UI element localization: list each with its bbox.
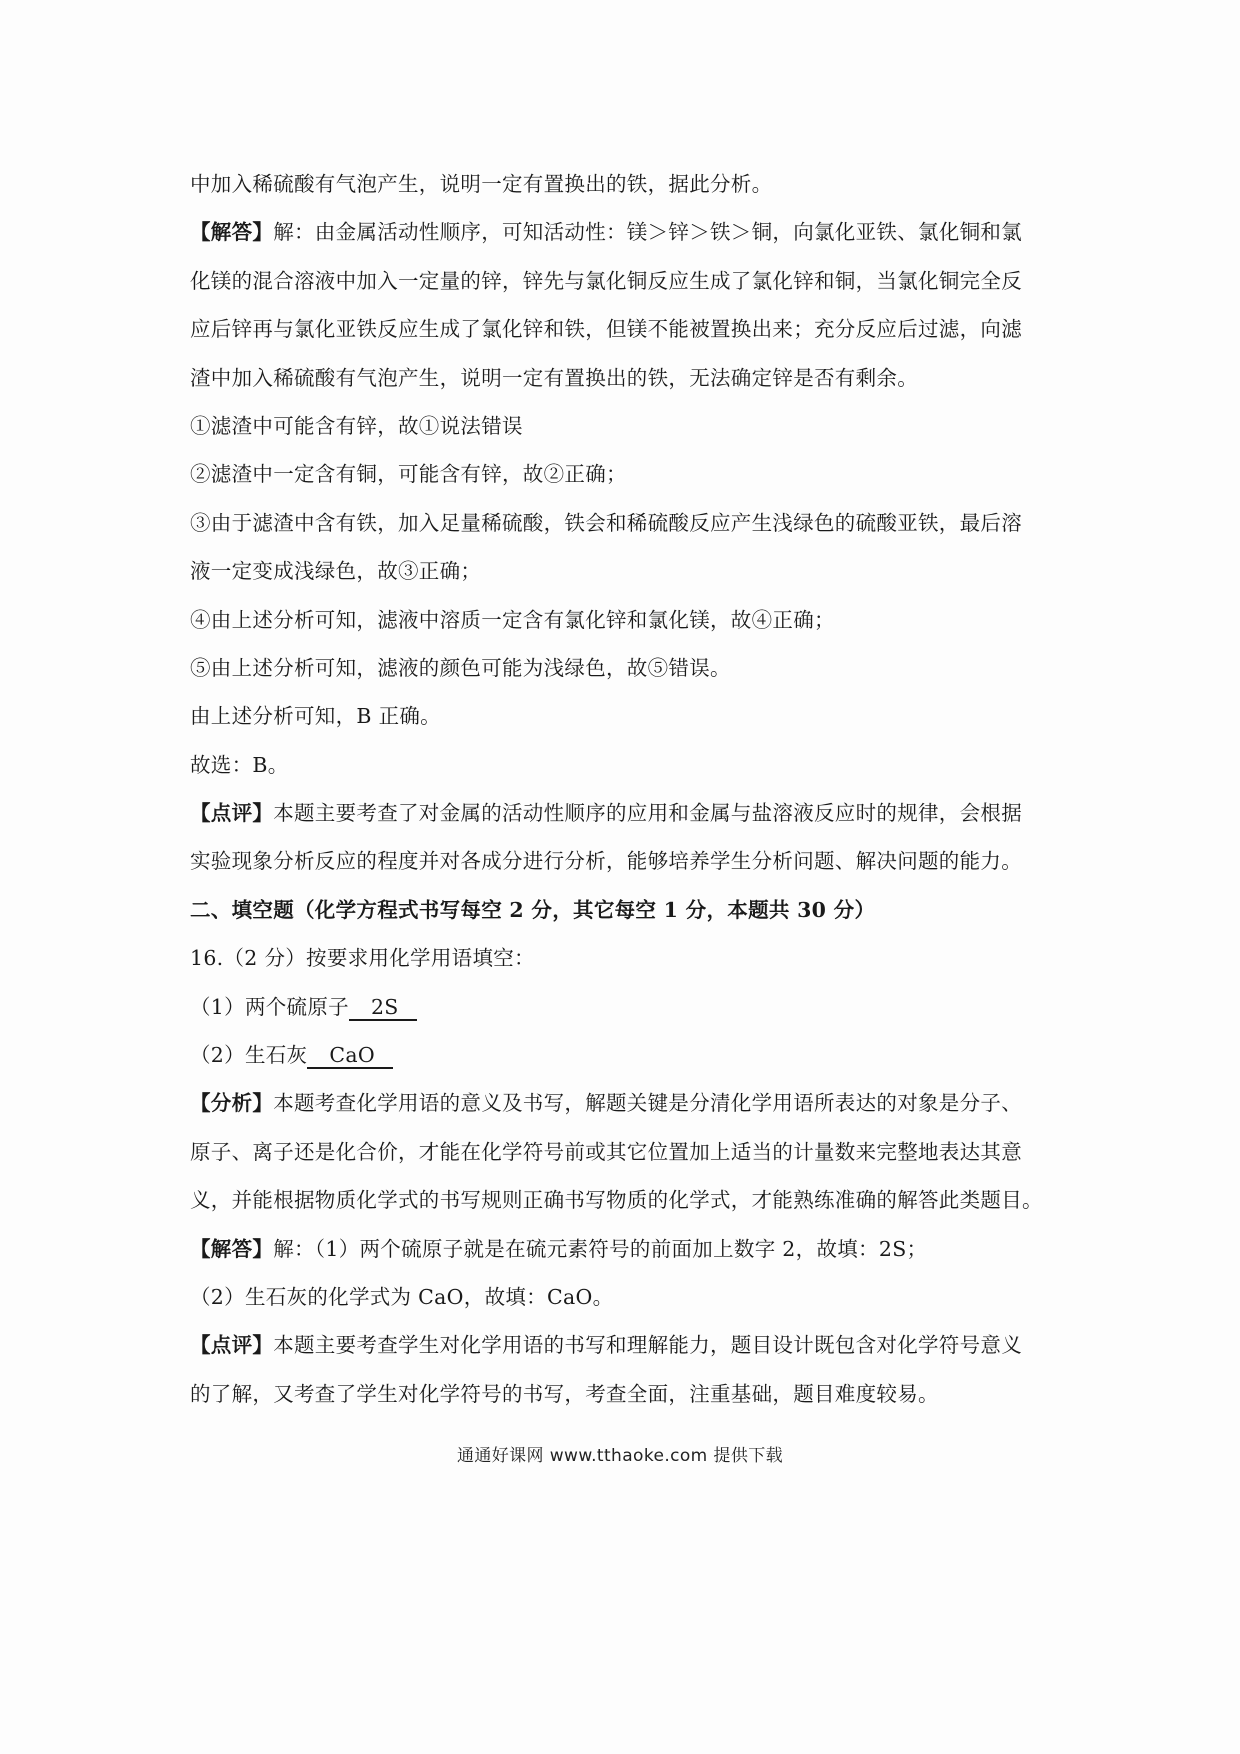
text-line: 原子、离子还是化合价，才能在化学符号前或其它位置加上适当的计量数来完整地表达其意 <box>190 1139 1022 1164</box>
question-item <box>190 983 1070 1031</box>
text-line: ①滤渣中可能含有锌，故①说法错误 <box>190 413 523 438</box>
text-line: 化镁的混合溶液中加入一定量的锌，锌先与氯化铜反应生成了氯化锌和铜，当氯化铜完全反 <box>190 268 1022 293</box>
page-body <box>190 160 1070 1418</box>
comment-text: 本题主要考查学生对化学用语的书写和理解能力，题目设计既包含对化学符号意义 <box>273 1333 1023 1358</box>
text-line <box>190 1321 1070 1369</box>
analysis-tag: 【分析】 <box>190 1091 274 1116</box>
answer-blank: CaO <box>307 1043 393 1069</box>
text-line: ②滤渣中一定含有铜，可能含有锌，故②正确； <box>190 462 627 487</box>
answer-text: 解：由金属活动性顺序，可知活动性：镁＞锌＞铁＞铜，向氯化亚铁、氯化铜和氯 <box>273 220 1023 245</box>
comment-tag: 【点评】 <box>190 1333 274 1358</box>
analysis-text: 本题考查化学用语的意义及书写，解题关键是分清化学用语所表达的对象是分子、 <box>273 1091 1023 1116</box>
text-line: 由上述分析可知，B 正确。 <box>190 704 441 729</box>
answer-tag: 【解答】 <box>190 1236 274 1261</box>
text-line: 的了解，又考查了学生对化学符号的书写，考查全面，注重基础，题目难度较易。 <box>190 1381 939 1406</box>
text-line <box>190 208 1070 256</box>
item-prompt: （2）生石灰 <box>190 1043 308 1068</box>
comment-tag: 【点评】 <box>190 801 274 826</box>
answer-tag: 【解答】 <box>190 220 274 245</box>
item-prompt: （1）两个硫原子 <box>190 994 349 1019</box>
answer-blank: 2S <box>349 995 417 1021</box>
page-footer: 通通好课网 www.tthaoke.com 提供下载 <box>456 1446 784 1466</box>
text-line: ④由上述分析可知，滤液中溶质一定含有氯化锌和氯化镁，故④正确； <box>190 607 835 632</box>
section-heading: 二、填空题（化学方程式书写每空 2 分，其它每空 1 分，本题共 30 分） <box>190 897 876 922</box>
comment-text: 本题主要考查了对金属的活动性顺序的应用和金属与盐溶液反应时的规律，会根据 <box>273 801 1023 826</box>
answer-text: 解：（1）两个硫原子就是在硫元素符号的前面加上数字 2，故填：2S； <box>273 1236 928 1261</box>
text-line: （2）生石灰的化学式为 CaO，故填：CaO。 <box>190 1284 614 1309</box>
text-line <box>190 1225 1070 1273</box>
text-line: ⑤由上述分析可知，滤液的颜色可能为浅绿色，故⑤错误。 <box>190 655 731 680</box>
text-line: ③由于滤渣中含有铁，加入足量稀硫酸，铁会和稀硫酸反应产生浅绿色的硫酸亚铁，最后溶 <box>190 510 1022 535</box>
text-line <box>190 789 1070 837</box>
text-line: 故选：B。 <box>190 752 289 777</box>
question-title: 16.（2 分）按要求用化学用语填空： <box>190 946 535 971</box>
text-line <box>190 1079 1070 1127</box>
text-line: 应后锌再与氯化亚铁反应生成了氯化锌和铁，但镁不能被置换出来；充分反应后过滤，向滤 <box>190 317 1022 342</box>
text-line: 实验现象分析反应的程度并对各成分进行分析，能够培养学生分析问题、解决问题的能力。 <box>190 849 1022 874</box>
text-line: 液一定变成浅绿色，故③正确； <box>190 559 482 584</box>
question-item <box>190 1031 1070 1079</box>
text-line: 渣中加入稀硫酸有气泡产生，说明一定有置换出的铁，无法确定锌是否有剩余。 <box>190 365 918 390</box>
text-line: 中加入稀硫酸有气泡产生，说明一定有置换出的铁，据此分析。 <box>190 172 773 196</box>
text-line: 义，并能根据物质化学式的书写规则正确书写物质的化学式，才能熟练准确的解答此类题目。 <box>190 1188 1043 1213</box>
